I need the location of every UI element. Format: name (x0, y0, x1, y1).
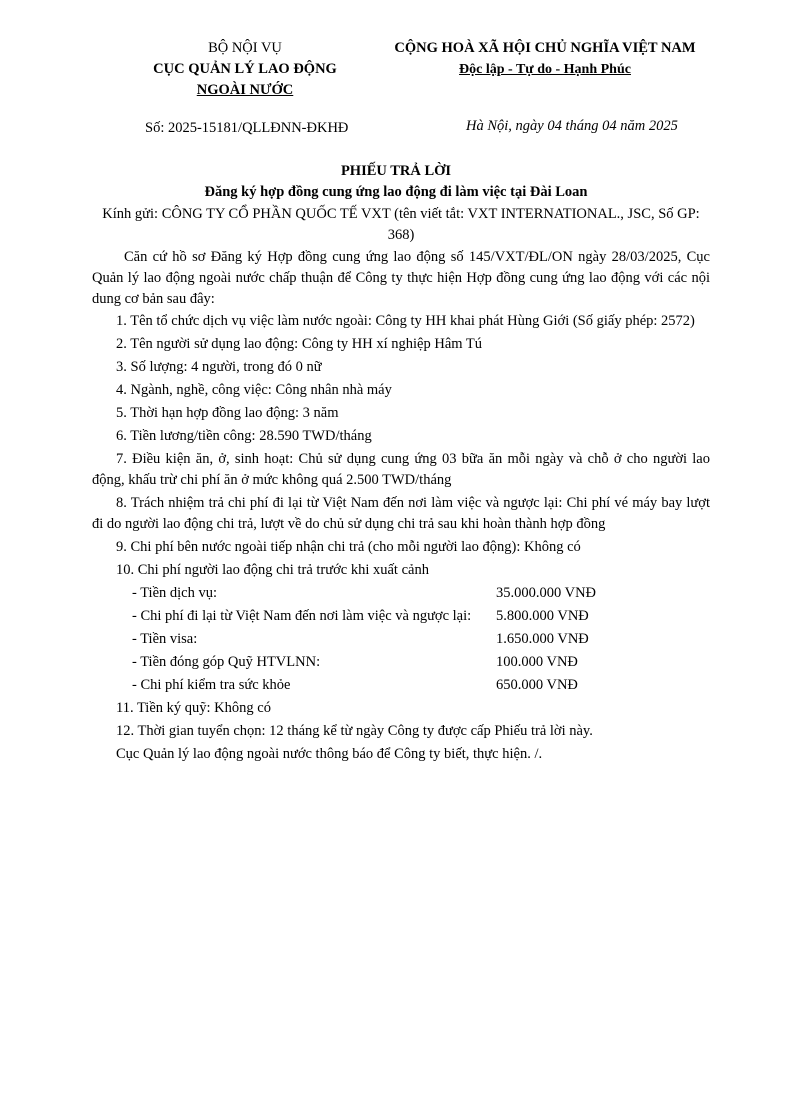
item-12: 12. Thời gian tuyển chọn: 12 tháng kể từ ngày Công ty được cấp Phiếu trả lời này. (116, 723, 593, 739)
agency-name-line1: CỤC QUẢN LÝ LAO ĐỘNG (153, 61, 337, 77)
national-motto: Độc lập - Tự do - Hạnh Phúc (459, 62, 631, 77)
item-11: 11. Tiền ký quỹ: Không có (116, 700, 271, 716)
ministry-name: BỘ NỘI VỤ (208, 40, 282, 56)
intro-paragraph: Căn cứ hồ sơ Đăng ký Hợp đồng cung ứng lao động số 145/VXT/ĐL/ON ngày 28/03/2025, Cục Quản lý lao động ngoài nước chấp thuận để Công ty thực hiện Hợp đồng cung ứng lao động với các nội dung cơ bản sau đây: (92, 249, 710, 307)
document-subtitle: Đăng ký hợp đồng cung ứng lao động đi làm việc tại Đài Loan (204, 184, 588, 200)
cost-value: 35.000.000 VNĐ (496, 585, 597, 601)
recipient-line: Kính gửi: CÔNG TY CỔ PHẦN QUỐC TẾ VXT (tên viết tắt: VXT INTERNATIONAL., JSC, Số GP: 368) (102, 206, 700, 243)
cost-label: - Tiền visa: (132, 631, 198, 647)
item-1: 1. Tên tổ chức dịch vụ việc làm nước ngoài: Công ty HH khai phát Hùng Giới (Số giấy phép: 2572) (116, 313, 695, 329)
cost-value: 5.800.000 VNĐ (496, 608, 589, 624)
cost-label: - Tiền dịch vụ: (132, 585, 217, 601)
cost-row (92, 675, 710, 696)
cost-row (92, 606, 710, 627)
document-title: PHIẾU TRẢ LỜI (340, 163, 452, 179)
cost-table (92, 583, 710, 696)
national-title-block (385, 38, 705, 80)
item-3: 3. Số lượng: 4 người, trong đó 0 nữ (116, 359, 322, 375)
item-4: 4. Ngành, nghề, công việc: Công nhân nhà máy (116, 382, 392, 398)
cost-value: 100.000 VNĐ (496, 654, 578, 670)
place-date: Hà Nội, ngày 04 tháng 04 năm 2025 (466, 118, 678, 134)
cost-label: - Chi phí kiểm tra sức khỏe (132, 677, 291, 693)
cost-label: - Chi phí đi lại từ Việt Nam đến nơi làm việc và ngược lại: (132, 608, 472, 624)
issuing-agency-block (110, 38, 380, 101)
agency-name-line2: NGOÀI NƯỚC (196, 82, 294, 98)
cost-label: - Tiền đóng góp Quỹ HTVLNN: (132, 654, 321, 670)
item-7: 7. Điều kiện ăn, ở, sinh hoạt: Chủ sử dụng cung ứng 03 bữa ăn mỗi ngày và chỗ ở cho người lao động, khấu trừ chi phí ăn ở mức không quá 2.500 TWD/tháng (92, 451, 710, 488)
cost-value: 650.000 VNĐ (496, 677, 578, 693)
item-8: 8. Trách nhiệm trả chi phí đi lại từ Việt Nam đến nơi làm việc và ngược lại: Chi phí vé máy bay lượt đi do người lao động chi trả, lượt về do chủ sử dụng chi trả sau khi hoàn thành hợp đồng (92, 495, 710, 532)
cost-row (92, 583, 710, 604)
item-2: 2. Tên người sử dụng lao động: Công ty HH xí nghiệp Hâm Tú (116, 336, 482, 352)
item-6: 6. Tiền lương/tiền công: 28.590 TWD/tháng (116, 428, 372, 444)
item-5: 5. Thời hạn hợp đồng lao động: 3 năm (116, 405, 339, 421)
item-9: 9. Chi phí bên nước ngoài tiếp nhận chi trả (cho mỗi người lao động): Không có (116, 539, 581, 555)
country-name: CỘNG HOÀ XÃ HỘI CHỦ NGHĨA VIỆT NAM (394, 40, 696, 56)
content-items (92, 311, 710, 767)
reference-number: Số: 2025-15181/QLLĐNN-ĐKHĐ (145, 120, 349, 136)
cost-row (92, 652, 710, 673)
cost-value: 1.650.000 VNĐ (496, 631, 589, 647)
cost-row (92, 629, 710, 650)
closing-notice: Cục Quản lý lao động ngoài nước thông báo để Công ty biết, thực hiện. /. (116, 746, 543, 762)
item-10: 10. Chi phí người lao động chi trả trước khi xuất cảnh (116, 562, 429, 578)
